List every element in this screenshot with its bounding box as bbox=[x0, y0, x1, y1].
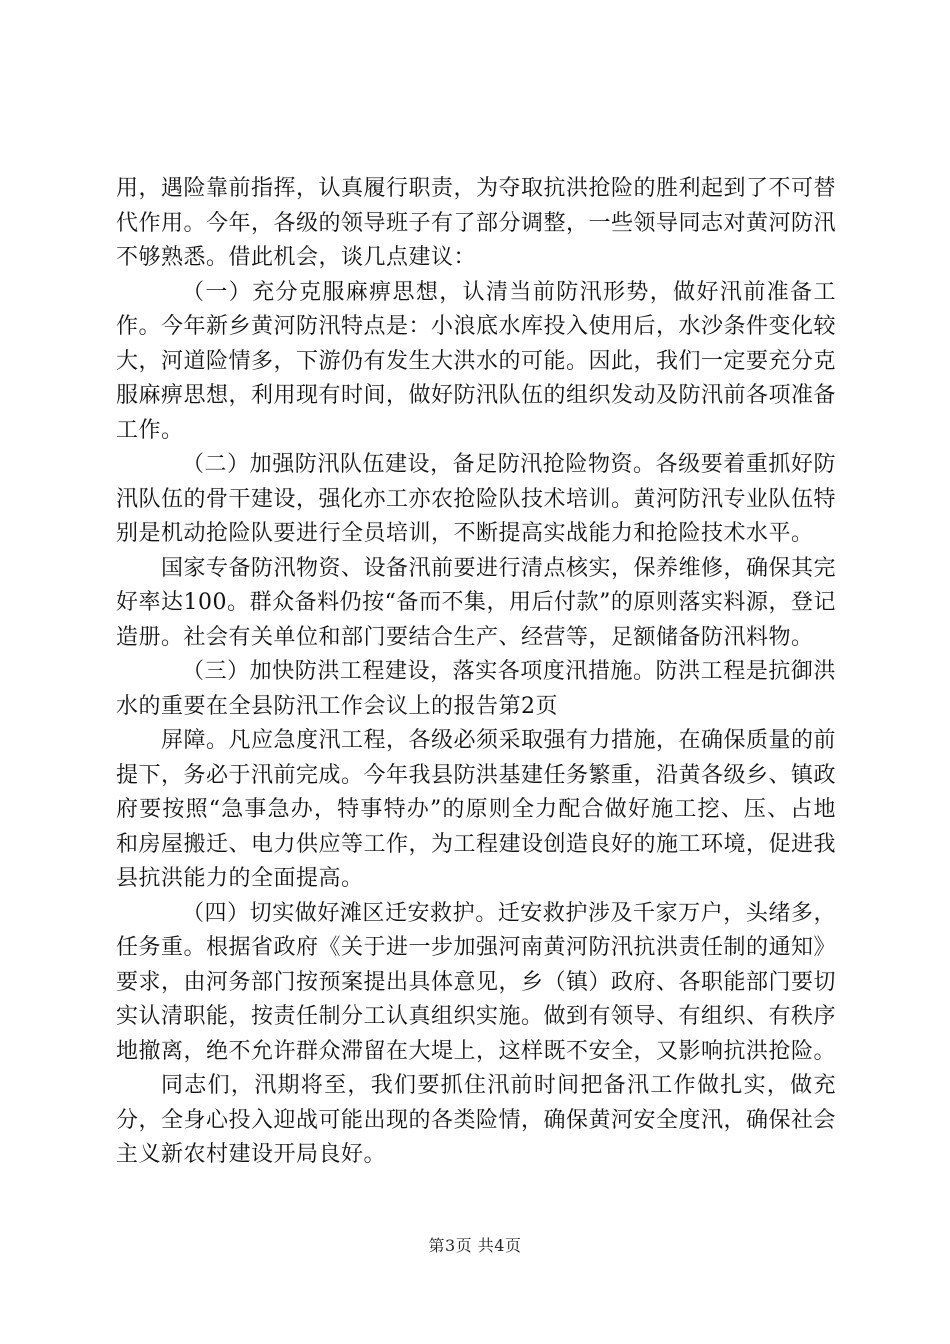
paragraph-section-one: （一）充分克服麻痹思想，认清当前防汛形势，做好汛前准备工作。今年新乡黄河防汛特点是：小浪底水库投入使用后，水沙条件变化较大，河道险情多，下游仍有发生大洪水的可能。因此，我们一定要充分克服麻痹思想，利用现有时间，做好防汛队伍的组织发动及防汛前各项准备工作。 bbox=[116, 279, 837, 443]
document-body bbox=[116, 172, 836, 1173]
page-number-footer: 第3页 共4页 bbox=[428, 1236, 522, 1255]
paragraph-continuation: 用，遇险靠前指挥，认真履行职责，为夺取抗洪抢险的胜利起到了不可替代作用。今年，各级的领导班子有了部分调整，一些领导同志对黄河防汛不够熟悉。借此机会，谈几点建议： bbox=[116, 176, 837, 270]
paragraph-closing: 同志们，汛期将至，我们要抓住汛前时间把备汛工作做扎实，做充分，全身心投入迎战可能出现的各类险情，确保黄河安全度汛，确保社会主义新农村建设开局良好。 bbox=[116, 1073, 837, 1167]
paragraph-section-three: （三）加快防洪工程建设，落实各项度汛措施。防洪工程是抗御洪水的重要在全县防汛工作会议上的报告第2页 bbox=[116, 659, 836, 719]
paragraph-section-two: （二）加强防汛队伍建设，备足防汛抢险物资。各级要着重抓好防汛队伍的骨干建设，强化亦工亦农抢险队技术培训。黄河防汛专业队伍特别是机动抢险队要进行全员培训，不断提高实战能力和抢险技术水平。 bbox=[116, 452, 837, 546]
paragraph-barrier: 屏障。凡应急度汛工程，各级必须采取强有力措施，在确保质量的前提下，务必于汛前完成。今年我县防洪基建任务繁重，沿黄各级乡、镇政府要按照“急事急办，特事特办”的原则全力配合做好施工挖、压、占地和房屋搬迁、电力供应等工作，为工程建设创造良好的施工环境，促进我县抗洪能力的全面提高。 bbox=[116, 728, 837, 891]
paragraph-section-four: （四）切实做好滩区迁安救护。迁安救护涉及千家万户，头绪多，任务重。根据省政府《关于进一步加强河南黄河防汛抗洪责任制的通知》要求，由河务部门按预案提出具体意见，乡（镇）政府、各职能部门要切实认清职能，按责任制分工认真组织实施。做到有领导、有组织、有秩序地撤离，绝不允许群众滞留在大堤上，这样既不安全，又影响抗洪抢险。 bbox=[116, 900, 837, 1064]
paragraph-materials: 国家专备防汛物资、设备汛前要进行清点核实，保养维修，确保其完好率达100。群众备料仍按“备而不集，用后付款”的原则落实料源，登记造册。社会有关单位和部门要结合生产、经营等，足额储备防汛料物。 bbox=[116, 555, 837, 650]
